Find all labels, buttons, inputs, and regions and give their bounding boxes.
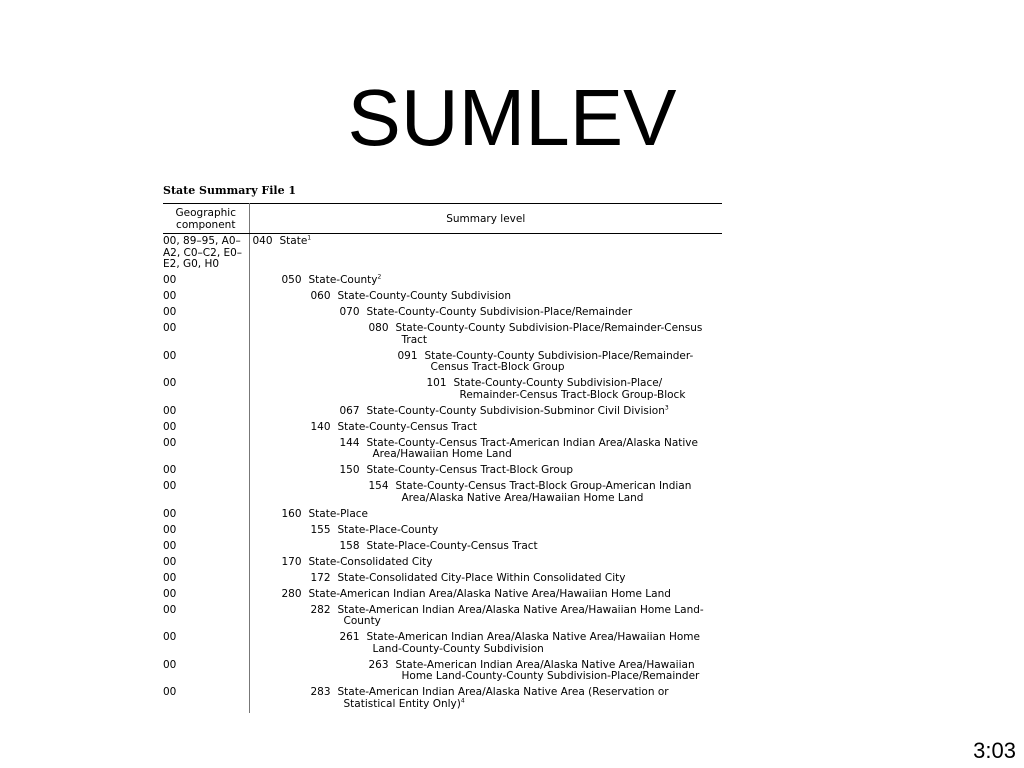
summary-level-description-block	[338, 291, 511, 303]
summary-level-description-block	[309, 509, 369, 521]
summary-level-description-block	[367, 438, 723, 461]
summary-level-cell	[249, 305, 722, 321]
summary-level-description: State-County-County Subdivision	[337, 290, 511, 302]
summary-level-entry	[250, 307, 723, 319]
summary-level-description-wrap	[337, 573, 723, 585]
summary-level-code: 040	[252, 235, 273, 247]
summary-level-description-wrap	[337, 525, 723, 537]
summary-level-cell	[249, 463, 722, 479]
footnote-marker: 4	[460, 697, 465, 704]
summary-level-code: 261	[339, 631, 360, 643]
geographic-component-cell: 00	[163, 436, 249, 464]
summary-level-entry	[250, 291, 723, 303]
summary-level-description-block	[367, 632, 723, 655]
summary-level-description-wrap	[366, 541, 723, 553]
summary-level-cell	[249, 539, 722, 555]
summary-level-description-block	[338, 605, 723, 628]
summary-level-code: 170	[281, 555, 302, 568]
summary-level-description: State-Consolidated City-Place Within Consolidated City	[337, 571, 626, 584]
summary-level-table-wrap	[163, 183, 722, 713]
summary-level-entry	[250, 660, 723, 683]
summary-level-description: State-Place	[308, 507, 368, 520]
table-row	[163, 273, 722, 289]
summary-level-description: State-County-Census Tract-American Indian Area/Alaska Native Area/Hawaiian Home Land	[366, 436, 698, 460]
summary-level-description: State	[279, 235, 308, 247]
summary-level-description-block	[338, 573, 626, 585]
summary-level-description: State-County	[308, 274, 378, 286]
table-row	[163, 523, 722, 539]
table-row	[163, 539, 722, 555]
table-row	[163, 376, 722, 404]
table-row	[163, 685, 722, 713]
summary-level-cell	[249, 321, 722, 349]
summary-level-description-block	[396, 481, 723, 504]
table-row	[163, 404, 722, 420]
summary-level-description-wrap	[366, 465, 723, 477]
summary-level-entry	[250, 406, 723, 418]
table-row	[163, 658, 722, 686]
summary-level-description-block	[309, 275, 382, 287]
summary-level-code: 080	[368, 322, 389, 334]
summary-level-description-wrap	[366, 406, 723, 418]
summary-level-code: 150	[339, 464, 360, 476]
summary-level-code: 158	[339, 539, 360, 552]
summary-level-code: 172	[310, 571, 331, 584]
summary-level-cell	[249, 376, 722, 404]
summary-level-entry	[250, 351, 723, 374]
summary-level-description-block	[338, 687, 723, 710]
table-row	[163, 436, 722, 464]
summary-level-cell	[249, 603, 722, 631]
geographic-component-cell: 00, 89–95, A0–A2, C0–C2, E0–E2, G0, H0	[163, 234, 249, 274]
summary-level-description-block	[367, 307, 633, 319]
summary-level-description-wrap	[395, 660, 723, 683]
summary-level-description: State-American Indian Area/Alaska Native Area/Hawaiian Home Land	[308, 587, 671, 600]
summary-level-cell	[249, 507, 722, 523]
summary-level-description-wrap	[337, 422, 723, 434]
summary-level-description-wrap	[366, 307, 723, 319]
summary-level-cell	[249, 420, 722, 436]
table-row	[163, 420, 722, 436]
summary-level-description: State-Place-County	[337, 523, 439, 536]
geographic-component-cell: 00	[163, 273, 249, 289]
summary-level-description-block	[454, 378, 723, 401]
summary-level-entry	[250, 573, 723, 585]
summary-level-entry	[250, 589, 723, 601]
summary-level-description-block	[367, 465, 574, 477]
summary-level-description-block	[425, 351, 723, 374]
table-row	[163, 289, 722, 305]
summary-level-description-wrap	[308, 509, 723, 521]
summary-level-code: 050	[281, 274, 302, 286]
summary-level-description-wrap	[308, 557, 723, 569]
table-row	[163, 234, 722, 274]
summary-level-description-wrap	[395, 323, 723, 346]
summary-level-description-block	[280, 236, 312, 248]
table-body	[163, 234, 722, 713]
summary-level-description-block	[338, 525, 439, 537]
summary-level-entry	[250, 687, 723, 710]
summary-level-cell	[249, 479, 722, 507]
summary-level-code: 263	[368, 658, 389, 671]
summary-level-cell	[249, 658, 722, 686]
summary-level-cell	[249, 289, 722, 305]
geographic-component-cell: 00	[163, 603, 249, 631]
summary-level-table	[163, 203, 722, 713]
summary-level-description: State-County-County Subdivision-Place/Remainder	[366, 306, 633, 318]
geographic-component-cell: 00	[163, 507, 249, 523]
geographic-component-cell: 00	[163, 539, 249, 555]
summary-level-description: State-County-Census Tract	[337, 420, 477, 433]
summary-level-description-wrap	[366, 632, 723, 655]
table-row	[163, 305, 722, 321]
summary-level-description: State-American Indian Area/Alaska Native Area (Reservation or Statistical Entity Only)	[337, 686, 669, 710]
summary-level-cell	[249, 571, 722, 587]
summary-level-description-wrap	[395, 481, 723, 504]
summary-level-description-block	[309, 557, 433, 569]
summary-level-code: 283	[310, 686, 331, 698]
summary-level-cell	[249, 436, 722, 464]
summary-level-entry	[250, 378, 723, 401]
summary-level-description-wrap	[453, 378, 723, 401]
summary-level-description-block	[309, 589, 671, 601]
geographic-component-cell: 00	[163, 571, 249, 587]
summary-level-cell	[249, 587, 722, 603]
table-row	[163, 571, 722, 587]
slide-title: SUMLEV	[347, 73, 677, 162]
summary-level-code: 160	[281, 507, 302, 520]
summary-level-description-wrap	[337, 291, 723, 303]
table-row	[163, 555, 722, 571]
geographic-component-cell: 00	[163, 555, 249, 571]
summary-level-entry	[250, 481, 723, 504]
summary-level-cell	[249, 523, 722, 539]
summary-level-entry	[250, 509, 723, 521]
summary-level-description: State-Consolidated City	[308, 555, 433, 568]
geographic-component-cell: 00	[163, 685, 249, 713]
summary-level-entry	[250, 275, 723, 287]
summary-level-description: State-County-Census Tract-Block Group	[366, 464, 574, 476]
geographic-component-cell: 00	[163, 587, 249, 603]
geographic-component-cell: 00	[163, 289, 249, 305]
summary-level-description: State-County-Census Tract-Block Group-American Indian Area/Alaska Native Area/Hawaiian Home Land	[395, 480, 692, 504]
summary-level-description-block	[396, 323, 723, 346]
summary-level-description: State-County-County Subdivision-Place/ Remainder-Census Tract-Block Group-Block	[453, 377, 686, 401]
summary-level-entry	[250, 422, 723, 434]
summary-level-description: State-Place-County-Census Tract	[366, 539, 538, 552]
summary-level-code: 067	[339, 404, 360, 417]
summary-level-code: 282	[310, 603, 331, 616]
table-row	[163, 603, 722, 631]
summary-level-entry	[250, 557, 723, 569]
summary-level-cell	[249, 555, 722, 571]
summary-level-entry	[250, 525, 723, 537]
summary-level-description-block	[367, 541, 538, 553]
summary-level-cell	[249, 234, 722, 274]
summary-level-description: State-American Indian Area/Alaska Native Area/Hawaiian Home Land-County-County Subdivision	[366, 631, 700, 655]
summary-level-description-wrap	[337, 687, 723, 710]
summary-level-description-wrap	[424, 351, 723, 374]
table-row	[163, 507, 722, 523]
summary-level-entry	[250, 541, 723, 553]
summary-level-cell	[249, 349, 722, 377]
table-row	[163, 630, 722, 658]
geographic-component-cell: 00	[163, 463, 249, 479]
geographic-component-cell: 00	[163, 420, 249, 436]
footnote-marker: 1	[307, 234, 312, 242]
summary-level-entry	[250, 605, 723, 628]
summary-level-entry	[250, 632, 723, 655]
geographic-component-cell: 00	[163, 658, 249, 686]
summary-level-code: 154	[368, 480, 389, 492]
table-caption: State Summary File 1	[163, 184, 297, 197]
geographic-component-cell: 00	[163, 376, 249, 404]
summary-level-code: 101	[426, 377, 447, 389]
summary-level-description: State-County-County Subdivision-Place/Remainder-Census Tract-Block Group	[424, 349, 694, 373]
summary-level-description: State-County-County Subdivision-Subminor Civil Division	[366, 404, 665, 417]
summary-level-description-wrap	[279, 236, 723, 248]
geographic-component-cell: 00	[163, 404, 249, 420]
geographic-component-cell: 00	[163, 321, 249, 349]
summary-level-cell	[249, 404, 722, 420]
summary-level-entry	[250, 323, 723, 346]
geographic-component-cell: 00	[163, 630, 249, 658]
summary-level-description-wrap	[337, 605, 723, 628]
summary-level-code: 091	[397, 349, 418, 362]
summary-level-code: 155	[310, 523, 331, 536]
geographic-component-cell: 00	[163, 479, 249, 507]
summary-level-description-block	[338, 422, 477, 434]
summary-level-code: 280	[281, 587, 302, 600]
footnote-marker: 3	[664, 404, 669, 411]
footnote-marker: 2	[377, 273, 382, 281]
summary-level-description-wrap	[308, 589, 723, 601]
summary-level-description: State-American Indian Area/Alaska Native Area/Hawaiian Home Land-County	[337, 603, 704, 627]
table-row	[163, 349, 722, 377]
summary-level-entry	[250, 465, 723, 477]
table-row	[163, 587, 722, 603]
summary-level-code: 144	[339, 436, 360, 449]
summary-level-code: 070	[339, 306, 360, 318]
table-row	[163, 463, 722, 479]
summary-level-entry	[250, 438, 723, 461]
table-row	[163, 321, 722, 349]
header-summary-level: Summary level	[249, 204, 722, 234]
summary-level-cell	[249, 273, 722, 289]
summary-level-entry	[250, 236, 723, 248]
geographic-component-cell: 00	[163, 523, 249, 539]
summary-level-description-block	[367, 406, 669, 418]
summary-level-code: 060	[310, 290, 331, 302]
summary-level-description-block	[396, 660, 723, 683]
summary-level-description-wrap	[366, 438, 723, 461]
summary-level-description: State-County-County Subdivision-Place/Remainder-Census Tract	[395, 322, 703, 346]
slide-timer: 3:03	[973, 738, 1016, 763]
table-row	[163, 479, 722, 507]
summary-level-cell	[249, 630, 722, 658]
header-geographic-component: Geographic component	[163, 204, 249, 234]
geographic-component-cell: 00	[163, 349, 249, 377]
summary-level-description: State-American Indian Area/Alaska Native Area/Hawaiian Home Land-County-County Subdivision-Place/Remainder	[395, 658, 700, 682]
geographic-component-cell: 00	[163, 305, 249, 321]
summary-level-code: 140	[310, 420, 331, 433]
table-header-row	[163, 204, 722, 234]
summary-level-cell	[249, 685, 722, 713]
summary-level-description-wrap	[308, 275, 723, 287]
